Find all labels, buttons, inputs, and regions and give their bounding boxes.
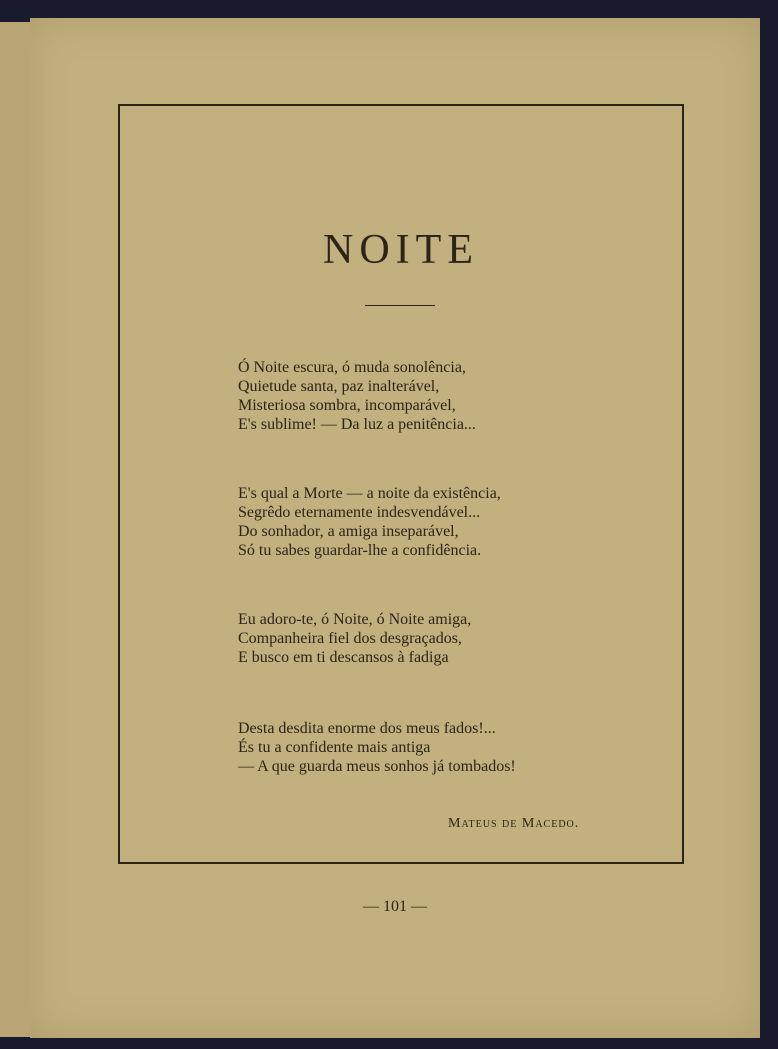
verse-line: Segrêdo eternamente indesvendável... xyxy=(238,504,481,521)
title-rule xyxy=(365,305,435,306)
book-page xyxy=(30,18,760,1038)
verse-line: Companheira fiel dos desgraçados, xyxy=(238,630,462,647)
left-page-edge xyxy=(0,22,31,1037)
poem-title: NOITE xyxy=(323,227,479,273)
stanza-3 xyxy=(238,610,471,667)
stanza-4 xyxy=(238,719,516,776)
poem-frame xyxy=(118,104,684,864)
page-number: — 101 — xyxy=(363,898,427,915)
verse-line: E busco em ti descansos à fadiga xyxy=(238,649,449,666)
poem-author: Mateus de Macedo. xyxy=(448,816,580,831)
verse-line: Desta desdita enorme dos meus fados!... xyxy=(238,720,496,737)
verse-line: — A que guarda meus sonhos já tombados! xyxy=(238,758,516,775)
verse-line: Quietude santa, paz inalterável, xyxy=(238,378,440,395)
verse-line: Eu adoro-te, ó Noite, ó Noite amiga, xyxy=(238,611,472,628)
verse-line: És tu a confidente mais antiga xyxy=(238,739,431,756)
stanza-2 xyxy=(238,484,501,560)
verse-line: Só tu sabes guardar-lhe a confidência. xyxy=(238,542,482,559)
verse-line: E's qual a Morte — a noite da existência, xyxy=(238,485,501,502)
verse-line: Do sonhador, a amiga inseparável, xyxy=(238,523,459,540)
verse-line: Ó Noite escura, ó muda sonolência, xyxy=(238,359,466,376)
verse-line: E's sublime! — Da luz a penitência... xyxy=(238,416,476,433)
verse-line: Misteriosa sombra, incomparável, xyxy=(238,397,456,414)
stanza-1 xyxy=(238,358,476,434)
